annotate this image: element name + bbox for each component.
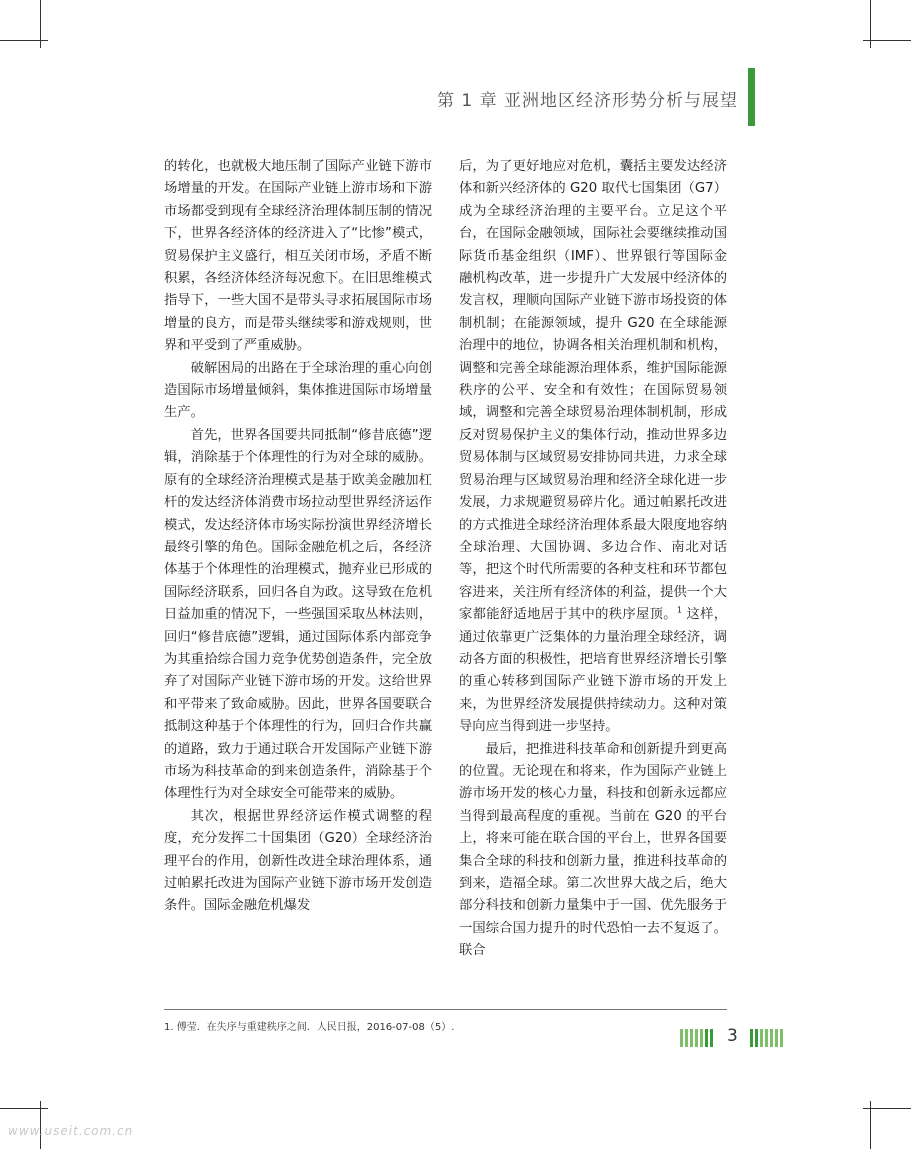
header-accent-bar xyxy=(748,68,755,126)
decorative-stripes xyxy=(680,1029,713,1047)
crop-mark xyxy=(863,40,911,41)
crop-mark xyxy=(863,1108,911,1109)
crop-mark xyxy=(0,40,48,41)
watermark: www.useit.com.cn xyxy=(8,1124,134,1138)
paragraph: 破解困局的出路在于全球治理的重心向创造国际市场增量倾斜，集体推进国际市场增量生产。 xyxy=(164,360,432,421)
footnote: 1. 傅莹．在失序与重建秩序之间．人民日报，2016-07-08（5）. xyxy=(164,1022,455,1033)
page-number-area xyxy=(680,1026,790,1049)
footnote-reference: 1 xyxy=(676,605,682,615)
paragraph: 其次，根据世界经济运作模式调整的程度，充分发挥二十国集团（G20）全球经济治理平台的作用，创新性改进全球治理体系，通过帕累托改进为国际产业链下游市场开发创造条件。国际金融危机爆发 xyxy=(164,808,432,914)
text-column-right xyxy=(459,156,727,963)
paragraph: 的转化，也就极大地压制了国际产业链下游市场增量的开发。在国际产业链上游市场和下游市场都受到现有全球经济治理体制压制的情况下，世界各经济体的经济进入了“比惨”模式，贸易保护主义盛行，相互关闭市场，矛盾不断积累，各经济体经济每况愈下。在旧思维模式指导下，一些大国不是带头寻求拓展国际市场增量的良方，而是带头继续零和游戏规则，世界和平受到了严重威胁。 xyxy=(164,159,432,354)
text-column-left xyxy=(164,156,432,918)
paragraph-text: 这样，通过依靠更广泛集体的力量治理全球经济，调动各方面的积极性，把培育世界经济增长引擎的重心转移到国际产业链下游市场的开发上来，为世界经济发展提供持续动力。这种对策导向应当得到进一步坚持。 xyxy=(459,607,728,735)
paragraph: 首先，世界各国要共同抵制“修昔底德”逻辑，消除基于个体理性的行为对全球的威胁。原有的全球经济治理模式是基于欧美金融加杠杆的发达经济体消费市场拉动型世界经济运作模式，发达经济体市场实际扮演世界经济增长最终引擎的角色。国际金融危机之后，各经济体基于个体理性的治理模式，抛弃业已形成的国际经济联系，回归各自为政。这导致在危机日益加重的情况下，一些强国采取丛林法则，回归“修昔底德”逻辑，通过国际体系内部竞争为其重拾综合国力竞争优势创造条件，完全放弃了对国际产业链下游市场的开发。这给世界和平带来了致命威胁。因此，世界各国要联合抵制这种基于个体理性的行为，回归合作共赢的道路，致力于通过联合开发国际产业链下游市场为科技革命的到来创造条件，消除基于个体理性行为对全球安全可能带来的威胁。 xyxy=(164,427,432,802)
footnote-divider xyxy=(164,1009,727,1010)
crop-mark xyxy=(0,1108,48,1109)
decorative-stripes xyxy=(750,1029,783,1047)
paragraph xyxy=(459,156,727,739)
page-number: 3 xyxy=(727,1026,738,1046)
paragraph: 最后，把推进科技革命和创新提升到更高的位置。无论现在和将来，作为国际产业链上游市场开发的核心力量，科技和创新永远都应当得到最高程度的重视。当前在 G20 的平台上，将来可能在联合国的平台上，世界各国要集合全球的科技和创新力量，推进科技革命的到来，造福全球。第二次世界大战之后，绝大部分科技和创新力量集中于一国、优先服务于一国综合国力提升的时代恐怕一去不复返了。联合 xyxy=(459,741,727,959)
chapter-header: 第 1 章 亚洲地区经济形势分析与展望 xyxy=(436,91,738,111)
paragraph-text: 后，为了更好地应对危机，囊括主要发达经济体和新兴经济体的 G20 取代七国集团（G7）成为全球经济治理的主要平台。立足这个平台，在国际金融领域，国际社会要继续推动国际货币基金组织（IMF）、世界银行等国际金融机构改革，进一步提升广大发展中经济体的发言权，理顺向国际产业链下游市场投资的体制机制；在能源领域，提升 G20 在全球能源治理中的地位，协调各相关治理机制和机构，调整和完善全球能源治理体系，维护国际能源秩序的公平、安全和有效性；在国际贸易领域，调整和完善全球贸易治理体制机制，形成反对贸易保护主义的集体行动，推动世界多边贸易体制与区域贸易安排协同共进，力求全球贸易治理与区域贸易治理和经济全球化进一步发展，力求规避贸易碎片化。通过帕累托改进的方式推进全球经济治理体系最大限度地容纳全球治理、大国协调、多边合作、南北对话等，把这个时代所需要的各种支柱和环节都包容进来，关注所有经济体的利益，提供一个大家都能舒适地居于其中的秩序屋顶。 xyxy=(459,159,727,623)
